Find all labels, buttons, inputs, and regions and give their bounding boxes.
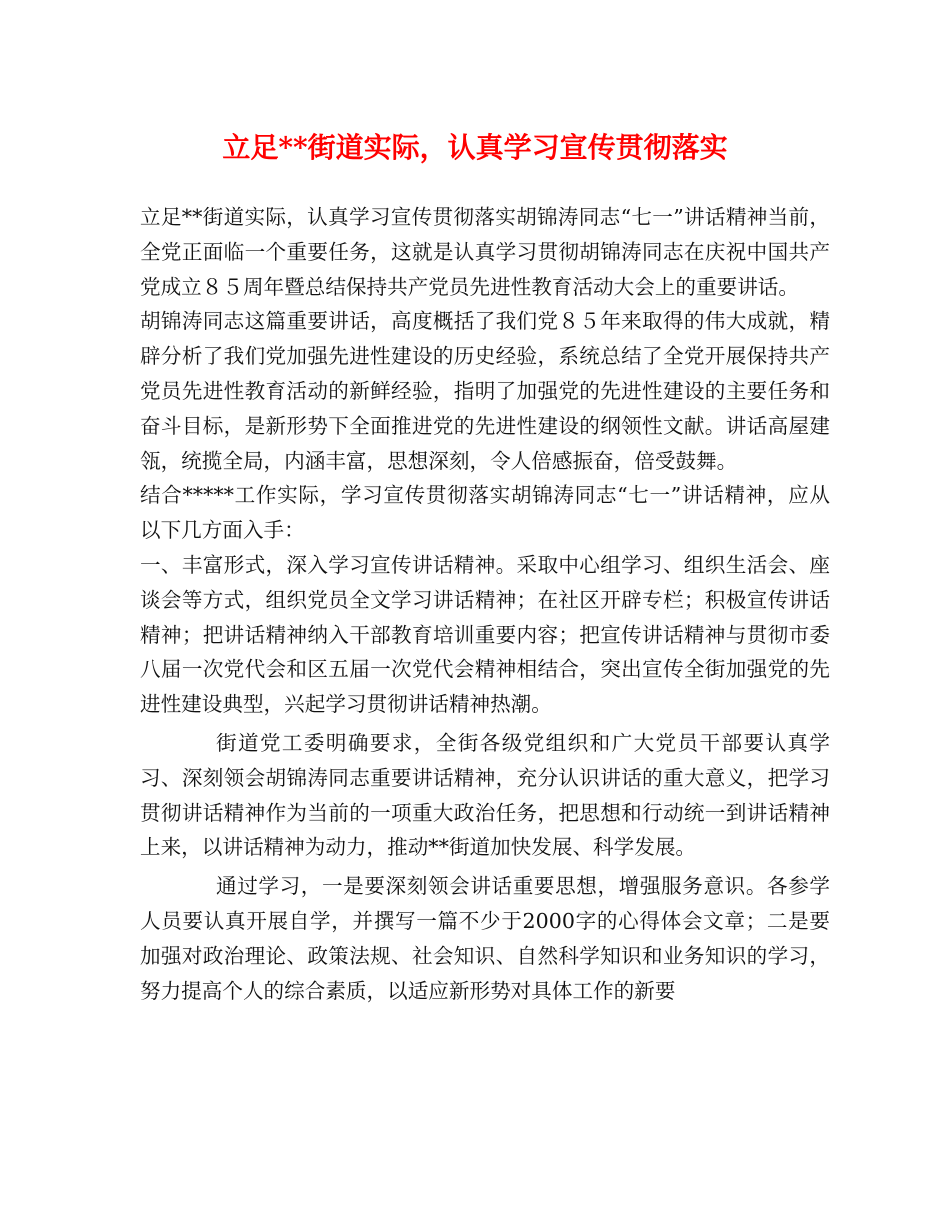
paragraph-approach: 结合*****工作实际，学习宣传贯彻落实胡锦涛同志“七一”讲话精神，应从以下几方面入手： <box>140 483 830 543</box>
paragraph-point-one: 一、丰富形式，深入学习宣传讲话精神。采取中心组学习、组织生活会、座谈会等方式，组织党员全文学习讲话精神；在社区开辟专栏；积极宣传讲话精神；把讲话精神纳入干部教育培训重要内容；把宣传讲话精神与贯彻市委八届一次党代会和区五届一次党代会精神相结合，突出宣传全街加强党的先进性建设典型，兴起学习贯彻讲话精神热潮。 <box>140 552 830 717</box>
paragraph-requirements: 街道党工委明确要求，全街各级党组织和广大党员干部要认真学习、深刻领会胡锦涛同志重要讲话精神，充分认识讲话的重大意义，把学习贯彻讲话精神作为当前的一项重大政治任务，把思想和行动统一到讲话精神上来，以讲话精神为动力，推动**街道加快发展、科学发展。 <box>140 730 830 860</box>
document-title: 立足**街道实际，认真学习宣传贯彻落实 <box>222 131 728 164</box>
paragraph-study-goals: 通过学习，一是要深刻领会讲话重要思想，增强服务意识。各参学人员要认真开展自学，并撰写一篇不少于2000字的心得体会文章；二是要加强对政治理论、政策法规、社会知识、自然科学知识和业务知识的学习，努力提高个人的综合素质，以适应新形势对具体工作的新要 <box>140 874 830 1003</box>
paragraph-intro: 立足**街道实际，认真学习宣传贯彻落实胡锦涛同志“七一”讲话精神当前，全党正面临一个重要任务，这就是认真学习贯彻胡锦涛同志在庆祝中国共产党成立８５周年暨总结保持共产党员先进性教育活动大会上的重要讲话。 <box>140 205 830 299</box>
document-body <box>140 200 830 1008</box>
paragraph-speech-summary: 胡锦涛同志这篇重要讲话，高度概括了我们党８５年来取得的伟大成就，精辟分析了我们党加强先进性建设的历史经验，系统总结了全党开展保持共产党员先进性教育活动的新鲜经验，指明了加强党的先进性建设的主要任务和奋斗目标，是新形势下全面推进党的先进性建设的纲领性文献。讲话高屋建瓴，统揽全局，内涵丰富，思想深刻，令人倍感振奋，倍受鼓舞。 <box>140 309 830 473</box>
